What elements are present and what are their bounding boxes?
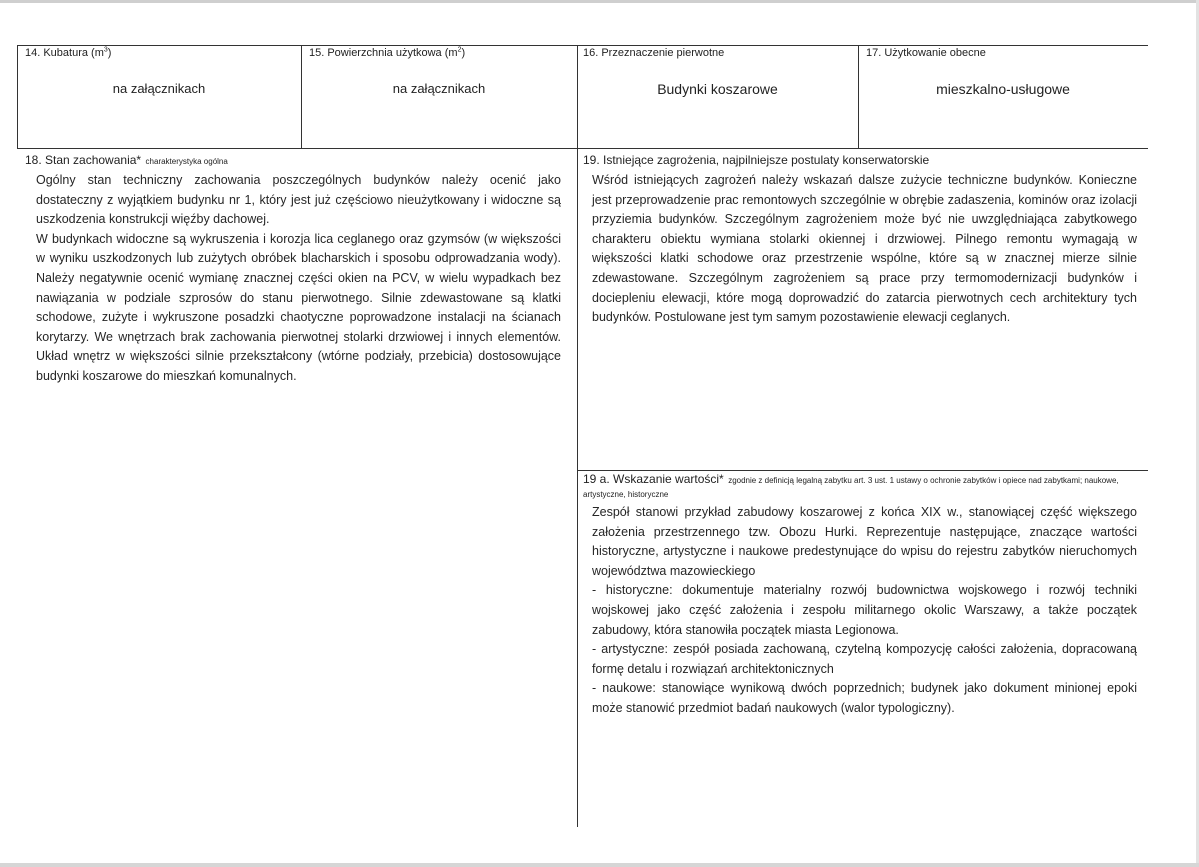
section-18-title: 18. Stan zachowania* charakterystyka ogólna [25, 153, 228, 167]
section-19-paragraph: Wśród istniejących zagrożeń należy wskazań dalsze zużycie techniczne budynków. Konieczne jest przeprowadzenie prac remontowych szczególnie w obrębie zadaszenia, kominów oraz izolacji przyziemia budynków. Szczególnym zagrożeniem może być nie uwzględniająca zabytkowego charakteru obiektu wymiana stolarki okiennej i drzwiowej. Pilnego remontu wymagają w większości klatki schodowe oraz przestrzenie wspólne, które są w znacznej mierze silnie zdewastowane. Szczególnym zagrożeniem są prace przy termomodernizacji budynków i dociepleniu elewacji, które mogą doprowadzić do zatarcia pierwotnych cech architektury tych budynków. Postulowane jest tym samym pozostawienie elewacji ceglanych. [592, 173, 1137, 325]
section-18-text [36, 171, 561, 387]
field-14-value: na załącznikach [112, 81, 206, 96]
form-grid [17, 45, 1148, 827]
grid-line-top [17, 45, 1148, 46]
grid-line-row1-bottom [17, 148, 1148, 149]
field-17-value: mieszkalno-usługowe [936, 81, 1070, 97]
section-19a-paragraph: - historyczne: dokumentuje materialny rozwój budownictwa wojskowego i rozwój techniki wojskowej jako część założenia i zespołu militarnego okolic Warszawy, a także początek zabudowy, która stanowiła początek miasta Legionowa. [592, 583, 1137, 637]
section-19-title: 19. Istniejące zagrożenia, najpilniejsze postulaty konserwatorskie [583, 153, 930, 167]
section-18-paragraph: W budynkach widoczne są wykruszenia i korozja lica ceglanego oraz gzymsów (w większości w wyniku uszkodzonych lub zużytych obróbek blacharskich i sposobu odprowadzania wody). Należy negatywnie ocenić wymianę znacznej części okien na PCV, w wielu wypadkach bez nawiązania w podziale szprosów do stanu pierwotnego. Silnie zdewastowane są klatki schodowe, zużyte i wykruszone posadzki chaotyczne poprowadzone instalacji na ścianach korytarzy. We wnętrzach brak zachowania pierwotnej stolarki drzwiowej i innych elementów. Układ wnętrz w większości silnie przekształcony (wtórne podziały, przebicia) dostosowujące budynki koszarowe do mieszkań komunalnych. [36, 231, 561, 383]
field-17-label: 17. Użytkowanie obecne [866, 47, 986, 59]
section-19a-paragraph: Zespół stanowi przykład zabudowy koszarowej z końca XIX w., stanowiącej część większego założenia przestrzennego tzw. Obozu Hurki. Reprezentuje następujące, znaczące wartości historyczne, artystyczne i naukowe predestynujące do wpisu do rejestru zabytków nieruchomych województwa mazowieckiego [592, 505, 1137, 578]
grid-line-center [577, 45, 578, 827]
field-16-value: Budynki koszarowe [657, 81, 778, 97]
section-18-paragraph: Ogólny stan techniczny zachowania poszczególnych budynków należy ocenić jako dostateczny z wyjątkiem budynku nr 1, który jest już częściowo nieużytkowany i widoczne są uszkodzenia konstrukcji więźby dachowej. [36, 173, 561, 227]
section-19a-title: 19 a. Wskazanie wartości* zgodnie z definicją legalną zabytku art. 3 ust. 1 ustawy o ochronie zabytków i opiece nad zabytkami; naukowe, artystyczne, historyczne [583, 472, 1119, 499]
section-19a-paragraph: - artystyczne: zespół posiada zachowaną, czytelną kompozycję całości założenia, dopracowaną formę detalu i rozwiązań architektonicznych [592, 642, 1137, 676]
section-19a-text [592, 503, 1137, 719]
field-15-label: 15. Powierzchnia użytkowa $(m^2)$ [309, 46, 466, 59]
field-14-label: 14. Kubatura $(m^3)$ [25, 46, 112, 59]
scan-edge-bottom [0, 863, 1199, 867]
section-19-text [592, 171, 1137, 328]
scan-edge-top [0, 0, 1199, 3]
grid-line-19a-top [578, 470, 1148, 471]
section-19a-paragraph: - naukowe: stanowiące wynikową dwóch poprzednich; budynek jako dokument minionej epoki może stanowić przedmiot badań naukowych (walor typologiczny). [592, 681, 1137, 715]
field-16-label: 16. Przeznaczenie pierwotne [583, 47, 725, 59]
grid-line-col1 [301, 45, 302, 148]
grid-line-left [17, 45, 18, 148]
field-15-value: na załącznikach [392, 81, 486, 96]
